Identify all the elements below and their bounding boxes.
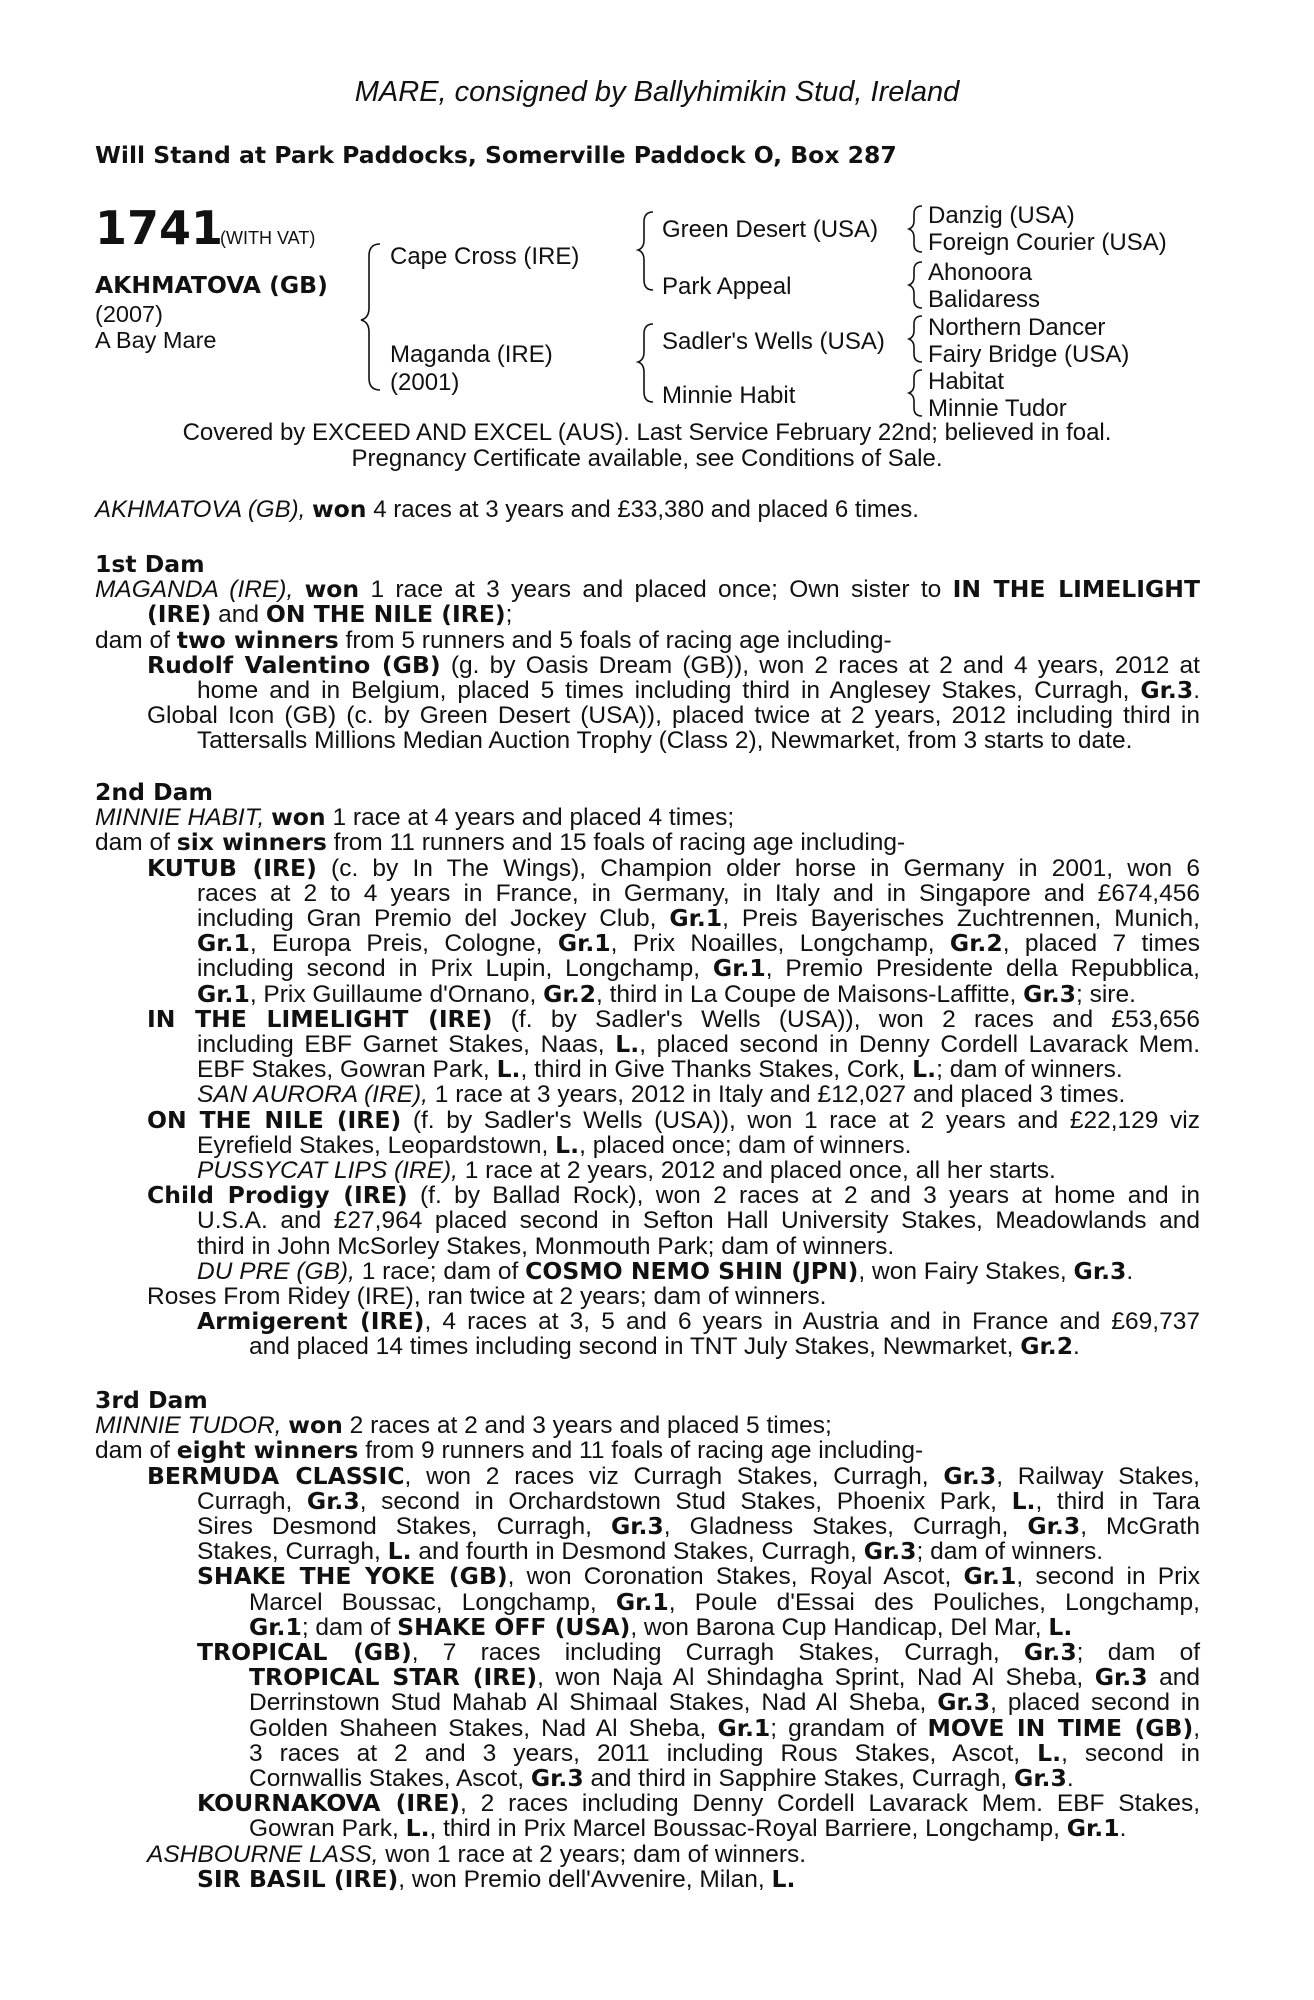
progeny-line <box>95 881 1200 906</box>
progeny-text: including Gran Premio del Jockey Club, <box>197 905 670 933</box>
standing-location: Will Stand at Park Paddocks, Somerville Paddock O, Box 287 <box>95 141 897 169</box>
sd-brace <box>909 262 922 308</box>
progeny-line <box>95 1004 1200 1033</box>
grade-label: Gr.3 <box>863 1537 917 1566</box>
progeny-line <box>95 1713 1200 1742</box>
progeny-line <box>95 1640 1200 1665</box>
pedigree-dam-sire: Sadler's Wells (USA) <box>662 328 885 355</box>
progeny-text: , Poule d'Essai des Pouliches, Longchamp, <box>668 1588 1200 1616</box>
pregnancy-line: Pregnancy Certificate available, see Conditions of Sale. <box>351 444 943 472</box>
progeny-text: (g. by Oasis Dream (GB)), won 2 races at 2 and 4 years, 2012 at <box>440 651 1200 679</box>
progeny-line <box>95 906 1200 931</box>
progeny-text: , 7 races including Curragh Stakes, Curragh, <box>411 1639 1024 1667</box>
sibling-name: IN THE LIMELIGHT <box>952 575 1200 604</box>
progeny-text: , 4 races at 3, 5 and 6 years in Austria and in France and £69,737 <box>424 1308 1200 1336</box>
progeny-text: ; dam of <box>301 1613 398 1641</box>
progeny-line <box>95 956 1200 981</box>
progeny-name: SAN AURORA (IRE), <box>197 1081 428 1109</box>
sire-brace <box>638 212 653 290</box>
first-dam-line <box>95 602 1200 627</box>
grade-label: Gr.3 <box>943 1461 997 1490</box>
first-dam-produce-line <box>95 625 1200 654</box>
progeny-text: , Preis Bayerisches Zuchtrennen, Munich, <box>722 905 1200 933</box>
progeny-text: , placed second in Denny Cordell Lavarack Mem. <box>639 1031 1200 1059</box>
progeny-text: including second in Prix Lupin, Longchamp, <box>197 955 713 983</box>
progeny-line <box>95 1564 1200 1589</box>
pedigree-sds: Ahonoora <box>928 259 1033 286</box>
summary-text: 4 races at 3 years and £33,380 and placed 6 times. <box>366 496 919 523</box>
progeny-text: ; dam of <box>1076 1639 1201 1667</box>
progeny-text: , Prix Guillaume d'Ornano, <box>249 980 544 1008</box>
progeny-line <box>95 1486 1200 1515</box>
pedigree-sdd: Balidaress <box>928 286 1041 313</box>
progeny-name: TROPICAL STAR (IRE) <box>249 1663 538 1692</box>
progeny-name: ON THE NILE (IRE) <box>147 1105 402 1134</box>
horse-name: AKHMATOVA (GB) <box>95 271 328 299</box>
ds-brace <box>909 316 922 362</box>
dam-text: dam of <box>95 1437 177 1465</box>
grade-label: Gr.1 <box>197 979 250 1008</box>
pedigree-ddd: Minnie Tudor <box>928 395 1067 422</box>
progeny-text: Sires Desmond Stakes, Curragh, <box>197 1513 611 1541</box>
vat-note: (WITH VAT) <box>220 228 316 248</box>
progeny-text: and <box>1147 1664 1200 1692</box>
progeny-line <box>95 1690 1200 1715</box>
race-summary <box>95 497 919 522</box>
progeny-line <box>95 1514 1200 1539</box>
third-dam-produce-line <box>95 1438 1200 1463</box>
pedigree-dam-year: (2001) <box>390 369 460 396</box>
dam-name: MAGANDA (IRE), <box>95 576 294 604</box>
listed-label: L. <box>405 1814 430 1843</box>
covering-info <box>0 420 1294 471</box>
progeny-name: SHAKE THE YOKE (GB) <box>197 1562 508 1591</box>
progeny-text: including EBF Garnet Stakes, Naas, <box>197 1031 616 1059</box>
progeny-line <box>95 1309 1200 1334</box>
lot-number: 1741 <box>95 201 224 255</box>
progeny-name: Child Prodigy (IRE) <box>147 1181 408 1210</box>
progeny-text: , third in La Coupe de Maisons-Laffitte, <box>595 980 1024 1008</box>
progeny-line <box>95 853 1200 882</box>
grade-label: Gr.1 <box>712 954 766 983</box>
dam-name: MINNIE TUDOR, <box>95 1412 282 1440</box>
progeny-text: , won Premio dell'Avvenire, Milan, <box>398 1865 772 1893</box>
pedigree-dss: Northern Dancer <box>928 314 1106 341</box>
pedigree-dsd: Fairy Bridge (USA) <box>928 341 1130 368</box>
summary-won: won <box>311 495 367 523</box>
dam-text: and <box>211 601 266 629</box>
sibling-suffix: (IRE) <box>147 600 212 629</box>
dam-text: 2 races at 2 and 3 years and placed 5 times; <box>342 1412 832 1440</box>
pedigree-sss: Danzig (USA) <box>928 202 1075 229</box>
progeny-name: KOURNAKOVA (IRE) <box>197 1789 461 1818</box>
grade-label: Gr.1 <box>669 904 723 933</box>
progeny-text: , Europa Preis, Cologne, <box>249 930 558 958</box>
grade-label: Gr.1 <box>1066 1814 1120 1843</box>
dam-name: MINNIE HABIT, <box>95 804 265 832</box>
winners-count: two winners <box>176 625 339 654</box>
progeny-text: , 2 races including Denny Cordell Lavarack Mem. EBF Stakes, <box>460 1790 1201 1818</box>
progeny-line <box>95 1791 1200 1816</box>
progeny-name: IN THE LIMELIGHT (IRE) <box>147 1004 493 1033</box>
progeny-text: (c. by In The Wings), Champion older horse in Germany in 2001, won 6 <box>316 854 1200 882</box>
dam-text: from 5 runners and 5 foals of racing age including- <box>338 626 892 654</box>
sibling-name: ON THE NILE (IRE) <box>265 600 506 629</box>
progeny-line <box>95 931 1200 956</box>
progeny-text: , won Naja Al Shindagha Sprint, Nad Al Sheba, <box>537 1664 1095 1692</box>
progeny-text: third in John McSorley Stakes, Monmouth Park; dam of winners. <box>197 1232 895 1260</box>
progeny-line <box>95 1105 1200 1134</box>
grade-label: Gr.1 <box>717 1713 771 1742</box>
progeny-text: and fourth in Desmond Stakes, Curragh, <box>411 1538 864 1566</box>
listed-label: L. <box>615 1030 640 1059</box>
dam-text: ; <box>505 601 513 629</box>
progeny-text: , second in <box>1061 1739 1200 1767</box>
grade-label: Gr.2 <box>543 979 596 1008</box>
dam-text: from 9 runners and 11 foals of racing age including- <box>358 1437 924 1465</box>
first-dam-section <box>95 552 1200 754</box>
progeny-text: U.S.A. and £27,964 placed second in Sefton Hall University Stakes, Meadowlands and <box>197 1207 1200 1235</box>
progeny-text: Gowran Park, <box>249 1815 406 1843</box>
listed-label: L. <box>1037 1738 1062 1767</box>
progeny-text: Global Icon (GB) (c. by Green Desert (USA)), placed twice at 2 years, 2012 including third in <box>147 702 1200 730</box>
progeny-line <box>95 1158 1200 1183</box>
progeny-line <box>95 678 1200 703</box>
progeny-text: . <box>1119 1815 1127 1843</box>
dam-text: 1 race at 4 years and placed 4 times; <box>325 804 735 832</box>
listed-label: L. <box>1048 1612 1073 1641</box>
consignor-line: MARE, consigned by Ballyhimikin Stud, Ireland <box>354 76 960 108</box>
progeny-name: PUSSYCAT LIPS (IRE), <box>197 1157 458 1185</box>
progeny-name: SHAKE OFF (USA) <box>397 1612 631 1641</box>
grade-label: Gr.1 <box>197 929 250 958</box>
progeny-name: SIR BASIL (IRE) <box>197 1864 399 1893</box>
horse-year: (2007) <box>95 301 163 327</box>
progeny-text: , McGrath <box>1080 1513 1200 1541</box>
pedigree-sire-sire: Green Desert (USA) <box>662 216 879 243</box>
main-brace <box>361 244 380 390</box>
progeny-name: DU PRE (GB), <box>197 1257 355 1285</box>
progeny-text: 1 race; dam of <box>354 1257 526 1285</box>
grade-label: Gr.2 <box>949 929 1003 958</box>
progeny-text: (f. by Ballad Rock), won 2 races at 2 and 3 years at home and in <box>407 1182 1200 1210</box>
grade-label: Gr.3 <box>306 1486 360 1515</box>
progeny-text: Derrinstown Stud Mahab Al Shimaal Stakes, Nad Al Sheba, <box>249 1689 938 1717</box>
pedigree-sire: Cape Cross (IRE) <box>390 243 580 270</box>
progeny-text: , second in Prix <box>1016 1563 1200 1591</box>
pedigree-dds: Habitat <box>928 368 1005 395</box>
progeny-text: , placed 7 times <box>1002 930 1200 958</box>
second-dam-heading: 2nd Dam <box>95 778 213 806</box>
progeny-line <box>95 1539 1200 1564</box>
progeny-text: (f. by Sadler's Wells (USA)), won 2 races and £53,656 <box>492 1005 1200 1033</box>
progeny-text: Golden Shaheen Stakes, Nad Al Sheba, <box>249 1714 718 1742</box>
progeny-text: and placed 14 times including second in TNT July Stakes, Newmarket, <box>249 1333 1021 1361</box>
pedigree-dam-dam: Minnie Habit <box>662 382 796 409</box>
pedigree-sire-dam: Park Appeal <box>662 273 792 300</box>
progeny-text: , won 2 races viz Curragh Stakes, Curragh, <box>404 1462 944 1490</box>
grade-label: Gr.3 <box>1073 1256 1127 1285</box>
horse-description: A Bay Mare <box>95 327 217 353</box>
progeny-text: ; grandam of <box>770 1714 928 1742</box>
grade-label: Gr.3 <box>1027 1512 1081 1541</box>
progeny-text: , Premio Presidente della Repubblica, <box>765 955 1200 983</box>
progeny-line <box>95 1612 1200 1641</box>
progeny-text: Cornwallis Stakes, Ascot, <box>249 1765 531 1793</box>
third-dam-section <box>95 1388 1200 1892</box>
progeny-line <box>95 1057 1200 1082</box>
progeny-line <box>95 1816 1200 1841</box>
progeny-line <box>95 1842 1200 1867</box>
progeny-text: ; sire. <box>1075 980 1136 1008</box>
dam-brace <box>638 324 653 402</box>
progeny-text: . <box>1073 1333 1080 1361</box>
second-dam-produce-line <box>95 830 1200 855</box>
progeny-text: 3 races at 2 and 3 years, 2011 including Rous Stakes, Ascot, <box>249 1739 1038 1767</box>
progeny-text: , third in Tara <box>1035 1487 1200 1515</box>
progeny-text: and third in Sapphire Stakes, Curragh, <box>583 1765 1015 1793</box>
grade-label: Gr.1 <box>963 1562 1017 1591</box>
progeny-text: , third in Prix Marcel Boussac-Royal Barriere, Longchamp, <box>429 1815 1067 1843</box>
progeny-line <box>95 703 1200 728</box>
grade-label: Gr.2 <box>1020 1332 1074 1361</box>
grade-label: Gr.3 <box>530 1764 584 1793</box>
progeny-text: , Gladness Stakes, Curragh, <box>663 1513 1028 1541</box>
progeny-text: won 1 race at 2 years; dam of winners. <box>378 1840 807 1868</box>
progeny-text: home and in Belgium, placed 5 times including third in Anglesey Stakes, Curragh, <box>197 677 1141 705</box>
ss-brace <box>909 206 922 252</box>
progeny-line <box>95 650 1200 679</box>
second-dam-section <box>95 780 1200 1360</box>
progeny-text: . <box>1126 1257 1134 1285</box>
progeny-name: BERMUDA CLASSIC <box>147 1461 405 1490</box>
dam-text: dam of <box>95 829 177 857</box>
progeny-line <box>95 979 1200 1008</box>
progeny-line <box>95 1234 1200 1259</box>
progeny-name: TROPICAL (GB) <box>197 1638 412 1667</box>
pedigree-ssd: Foreign Courier (USA) <box>928 229 1167 256</box>
listed-label: L. <box>496 1055 521 1084</box>
progeny-line <box>95 1766 1200 1791</box>
progeny-text: , won Coronation Stakes, Royal Ascot, <box>507 1563 964 1591</box>
dam-text: from 11 runners and 15 foals of racing age including- <box>326 829 906 857</box>
grade-label: Gr.3 <box>610 1512 664 1541</box>
dam-text: 1 race at 3 years and placed once; Own sister to <box>359 576 953 604</box>
won-label: won <box>271 803 326 832</box>
progeny-text: , second in Orchardstown Stud Stakes, Phoenix Park, <box>359 1487 1012 1515</box>
progeny-text: , placed second in <box>990 1689 1200 1717</box>
grade-label: Gr.3 <box>1014 1764 1067 1793</box>
progeny-text: ; dam of winners. <box>936 1056 1123 1084</box>
progeny-text: , Railway Stakes, <box>996 1462 1200 1490</box>
progeny-line <box>95 1208 1200 1233</box>
first-dam-line <box>95 577 1200 602</box>
covering-line: Covered by EXCEED AND EXCEL (AUS). Last Service February 22nd; believed in foal. <box>182 419 1112 446</box>
progeny-line <box>95 1864 1200 1893</box>
first-dam-heading: 1st Dam <box>95 550 205 578</box>
listed-label: L. <box>387 1537 412 1566</box>
progeny-text: . <box>1193 677 1200 705</box>
grade-label: Gr.3 <box>937 1688 991 1717</box>
progeny-line <box>95 1738 1200 1767</box>
listed-label: L. <box>1011 1486 1036 1515</box>
progeny-line <box>95 1130 1200 1159</box>
progeny-text: Marcel Boussac, Longchamp, <box>249 1588 616 1616</box>
grade-label: Gr.1 <box>615 1587 669 1616</box>
listed-label: L. <box>771 1864 796 1893</box>
progeny-line <box>95 1284 1200 1309</box>
progeny-name: KUTUB (IRE) <box>147 853 317 882</box>
progeny-line <box>95 1183 1200 1208</box>
progeny-text: ; dam of winners. <box>916 1538 1104 1566</box>
dam-text: dam of <box>95 626 177 654</box>
won-label: won <box>288 1411 343 1440</box>
progeny-line <box>95 728 1200 753</box>
progeny-name: Rudolf Valentino (GB) <box>147 650 441 679</box>
winners-count: eight winners <box>176 1436 359 1465</box>
progeny-text: , Prix Noailles, Longchamp, <box>610 930 950 958</box>
progeny-text: Eyrefield Stakes, Leopardstown, <box>197 1131 556 1159</box>
won-label: won <box>304 575 360 604</box>
third-dam-line <box>95 1413 1200 1438</box>
progeny-text: Curragh, <box>197 1487 307 1515</box>
progeny-line <box>95 1032 1200 1057</box>
listed-label: L. <box>555 1130 580 1159</box>
progeny-text: , won Barona Cup Handicap, Del Mar, <box>630 1613 1049 1641</box>
progeny-text: Stakes, Curragh, <box>197 1538 388 1566</box>
grade-label: Gr.3 <box>1023 1638 1077 1667</box>
listed-label: L. <box>912 1055 937 1084</box>
progeny-line <box>95 1461 1200 1490</box>
progeny-text: 1 race at 2 years, 2012 and placed once, all her starts. <box>457 1157 1056 1185</box>
grade-label: Gr.3 <box>1023 979 1076 1008</box>
grade-label: Gr.3 <box>1094 1663 1148 1692</box>
grade-label: Gr.3 <box>1140 676 1194 705</box>
progeny-name: Armigerent (IRE) <box>197 1307 425 1336</box>
progeny-line <box>95 1665 1200 1690</box>
grade-label: Gr.1 <box>249 1612 302 1641</box>
progeny-name: ASHBOURNE LASS, <box>147 1840 379 1868</box>
progeny-name: MOVE IN TIME (GB) <box>927 1713 1194 1742</box>
progeny-text: 1 race at 3 years, 2012 in Italy and £12,027 and placed 3 times. <box>427 1081 1126 1109</box>
progeny-text: , placed once; dam of winners. <box>579 1131 912 1159</box>
progeny-text: . <box>1066 1765 1074 1793</box>
progeny-text: , won Fairy Stakes, <box>858 1257 1074 1285</box>
progeny-text: Tattersalls Millions Median Auction Trophy (Class 2), Newmarket, from 3 starts to date. <box>197 727 1133 755</box>
progeny-line <box>95 1256 1200 1285</box>
progeny-text: (f. by Sadler's Wells (USA)), won 1 race at 2 years and £22,129 viz <box>401 1106 1200 1134</box>
progeny-text: EBF Stakes, Gowran Park, <box>197 1056 497 1084</box>
progeny-text: Roses From Ridey (IRE), ran twice at 2 years; dam of winners. <box>147 1283 827 1311</box>
progeny-line <box>95 1082 1200 1107</box>
grade-label: Gr.1 <box>557 929 611 958</box>
second-dam-line <box>95 805 1200 830</box>
dd-brace <box>909 370 922 416</box>
third-dam-heading: 3rd Dam <box>95 1386 208 1414</box>
summary-name: AKHMATOVA (GB), <box>95 496 306 523</box>
winners-count: six winners <box>176 828 327 857</box>
progeny-name: COSMO NEMO SHIN (JPN) <box>525 1256 859 1285</box>
progeny-line <box>95 1587 1200 1616</box>
pedigree-dam: Maganda (IRE) <box>390 341 553 368</box>
progeny-line <box>95 1334 1200 1359</box>
progeny-text: races at 2 to 4 years in France, in Germany, in Italy and in Singapore and £674,456 <box>197 879 1200 907</box>
progeny-text: , <box>1193 1714 1200 1742</box>
progeny-text: , third in Give Thanks Stakes, Cork, <box>520 1056 913 1084</box>
